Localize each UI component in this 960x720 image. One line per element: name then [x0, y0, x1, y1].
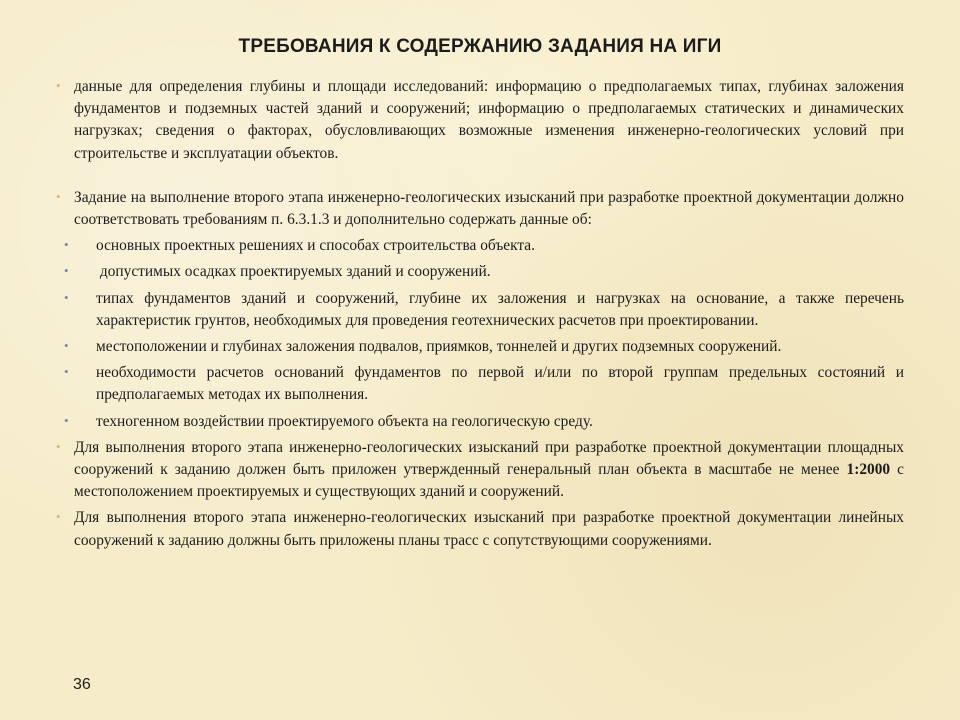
list-item — [56, 507, 904, 551]
list-item — [56, 187, 904, 231]
page-number: 36 — [73, 676, 91, 693]
list-item-text: необходимости расчетов оснований фундаментов по первой и/или по второй группам предельных состояний и предполагаемых методах их выполнения. — [96, 364, 904, 404]
scale-value: 1:2000 — [846, 461, 891, 479]
list-item-text: Задание на выполнение второго этапа инженерно-геологических изысканий при разработке проектной документации должно соответствовать требованиям п. 6.3.1.3 и дополнительно содержать данные об: — [74, 188, 904, 229]
sub-list-item — [56, 261, 904, 283]
list-item-text: Для выполнения второго этапа инженерно-геологических изысканий при разработке проектной документации площадных сооружений к заданию должен быть приложен утвержденный генеральный план объекта в масштабе не менее — [74, 438, 904, 479]
sub-bullet-icon: • — [64, 263, 69, 279]
sub-bullet-icon: • — [64, 412, 69, 428]
list-item-text: Для выполнения второго этапа инженерно-геологических изысканий при разработке проектной документации линейных сооружений к заданию должны быть приложены планы трасс с сопутствующими сооружениями. — [74, 509, 904, 549]
sub-bullet-icon: • — [64, 237, 69, 253]
slide-title: ТРЕБОВАНИЯ К СОДЕРЖАНИЮ ЗАДАНИЯ НА ИГИ — [238, 36, 722, 57]
list-item-text: с местоположением проектируемых и существующих зданий и сооружений. — [74, 461, 904, 501]
sub-list-item — [56, 336, 904, 358]
list-item-text: типах фундаментов зданий и сооружений, глубине их заложения и нагрузках на основание, а также перечень характеристик грунтов, необходимых для проведения геотехнических расчетов при проектировании. — [96, 289, 904, 329]
sub-list-item — [56, 288, 904, 332]
list-item-text: допустимых осадках проектируемых зданий и сооружений. — [96, 263, 491, 281]
sub-list-item — [56, 411, 904, 433]
bullet-icon: • — [56, 438, 61, 454]
sub-list-item — [56, 362, 904, 406]
list-item-text: основных проектных решениях и способах строительства объекта. — [96, 237, 535, 255]
list-item — [56, 437, 904, 504]
sub-bullet-icon: • — [64, 289, 69, 305]
bullet-icon: • — [56, 78, 61, 93]
bullet-icon: • — [56, 509, 61, 525]
sub-bullet-icon: • — [64, 338, 69, 354]
slide-content — [56, 76, 904, 552]
list-item — [56, 76, 904, 165]
list-item-text: данные для определения глубины и площади исследований: информацию о предполагаемых типах, глубинах заложения фундаментов и подземных частей зданий и сооружений; информацию о предполагаемых статических и динамических нагрузках; сведения о факторах, обусловливающих возможные изменения инженерно-геологических условий при строительстве и эксплуатации объектов. — [74, 78, 904, 162]
sub-bullet-icon: • — [64, 364, 69, 380]
list-item-text: техногенном воздействии проектируемого объекта на геологическую среду. — [96, 412, 593, 430]
sub-list-item — [56, 235, 904, 257]
bullet-icon: • — [56, 188, 61, 204]
list-item-text: местоположении и глубинах заложения подвалов, приямков, тоннелей и других подземных сооружений. — [96, 338, 782, 356]
